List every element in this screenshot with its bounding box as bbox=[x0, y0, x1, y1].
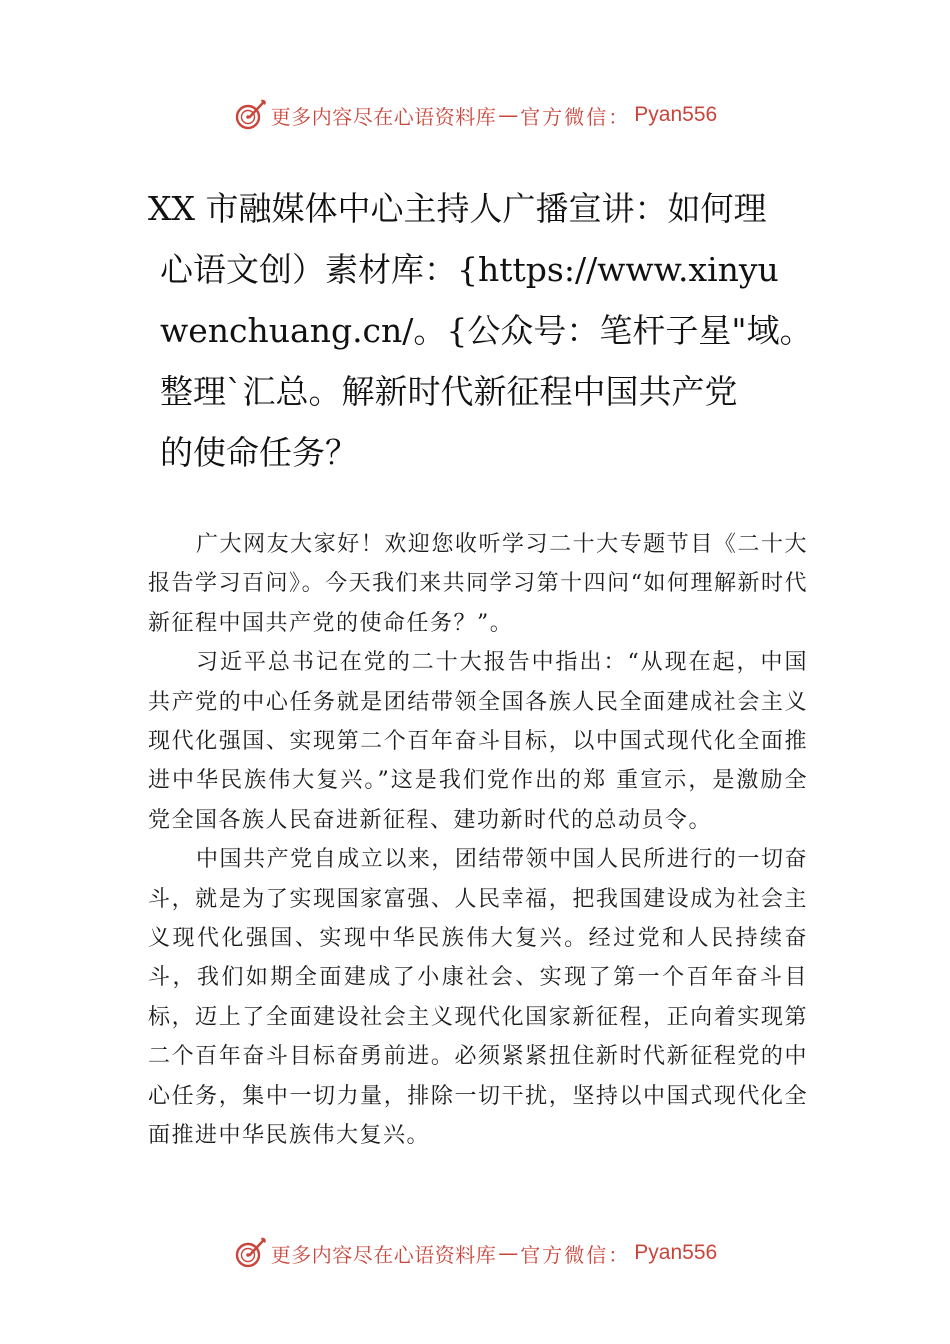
banner-wechat-label: 官方微信： bbox=[520, 1242, 631, 1267]
document-title bbox=[148, 178, 813, 483]
header-banner bbox=[0, 95, 950, 135]
banner-wechat-id: Pyan556 bbox=[634, 1241, 718, 1264]
banner-promo-text: 更多内容尽在心语资料库 bbox=[270, 1242, 497, 1267]
banner-separator: — bbox=[498, 1241, 519, 1265]
title-line: wenchuang.cn/。{公众号：笔杆子星"域。 bbox=[160, 311, 813, 350]
body-paragraph: 中国共产党自成立以来，团结带领中国人民所进行的一切奋斗，就是为了实现国家富强、人民幸福，把我国建设成为社会主义现代化强国、实现中华民族伟大复兴。经过党和人民持续奋斗，我们如期全面建成了小康社会、实现了第一个百年奋斗目标，迈上了全面建设社会主义现代化国家新征程，正向着实现第二个百年奋斗目标奋勇前进。必须紧紧扭住新时代新征程党的中心任务，集中一切力量，排除一切干扰，坚持以中国式现代化全面推进中华民族伟大复兴。 bbox=[148, 847, 808, 1149]
footer-banner bbox=[0, 1233, 950, 1273]
quill-pen-stamp-icon bbox=[233, 1236, 267, 1270]
title-line: 的使命任务？ bbox=[160, 433, 358, 472]
title-line: 整理`汇总。解新时代新征程中国共产党 bbox=[160, 372, 738, 411]
title-line: 心语文创）素材库：{https://www.xinyu bbox=[160, 250, 779, 289]
banner-wechat-label: 官方微信： bbox=[520, 104, 631, 129]
quill-pen-stamp-icon bbox=[233, 98, 267, 132]
body-paragraph: 习近平总书记在党的二十大报告中指出：“从现在起，中国共产党的中心任务就是团结带领全国各族人民全面建成社会主义现代化强国、实现第二个百年奋斗目标，以中国式现代化全面推进中华民族伟大复兴。”这是我们党作出的郑 重宣示，是激励全党全国各族人民奋进新征程、建功新时代的总动员令。 bbox=[148, 650, 808, 833]
banner-wechat-id: Pyan556 bbox=[634, 103, 718, 126]
banner-separator: — bbox=[498, 103, 519, 127]
banner-promo-text: 更多内容尽在心语资料库 bbox=[270, 104, 497, 129]
title-line: XX 市融媒体中心主持人广播宣讲：如何理 bbox=[148, 189, 767, 228]
document-body bbox=[148, 525, 808, 1156]
body-paragraph: 广大网友大家好！欢迎您收听学习二十大专题节目《二十大报告学习百问》。今天我们来共同学习第十四问“如何理解新时代新征程中国共产党的使命任务？”。 bbox=[148, 532, 808, 636]
